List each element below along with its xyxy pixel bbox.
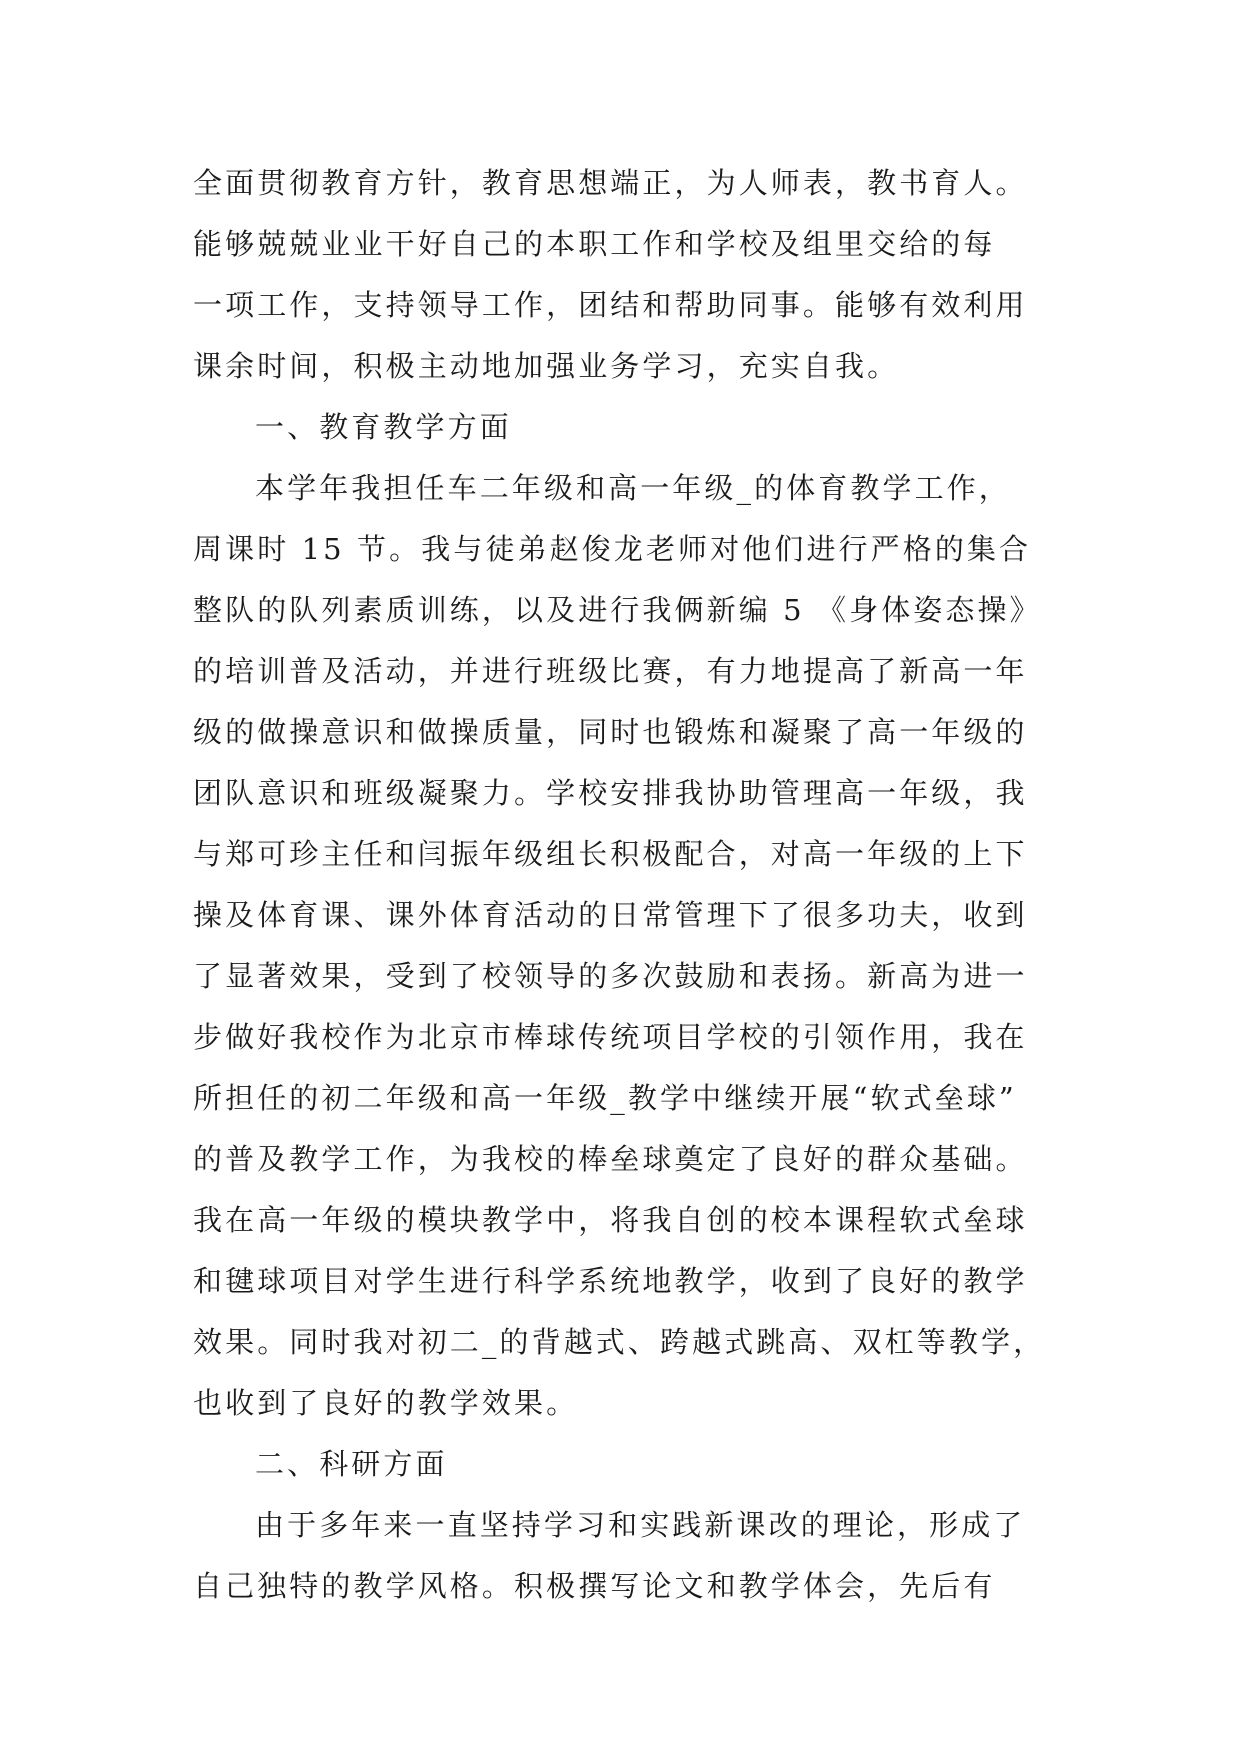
text-line: 也收到了良好的教学效果。 <box>193 1386 579 1420</box>
text-line: 由于多年来一直坚持学习和实践新课改的理论，形成了 <box>255 1508 1026 1542</box>
text-line: 一、教育教学方面 <box>255 410 512 444</box>
text-line: 能够兢兢业业干好自己的本职工作和学校及组里交给的每 <box>193 227 996 261</box>
text-line: 的普及教学工作，为我校的棒垒球奠定了良好的群众基础。 <box>193 1142 1028 1176</box>
document-body <box>193 153 1073 1617</box>
text-line: 全面贯彻教育方针，教育思想端正，为人师表，教书育人。 <box>193 166 1028 200</box>
text-line: 效果。同时我对初二_的背越式、跨越式跳高、双杠等教学， <box>193 1325 1046 1359</box>
text-line: 团队意识和班级凝聚力。学校安排我协助管理高一年级，我 <box>193 776 1028 810</box>
text-line: 的培训普及活动，并进行班级比赛，有力地提高了新高一年 <box>193 654 1028 688</box>
text-line: 和毽球项目对学生进行科学系统地教学，收到了良好的教学 <box>193 1264 1028 1298</box>
text-line: 周课时 15 节。我与徒弟赵俊龙老师对他们进行严格的集合 <box>193 532 1032 566</box>
text-line: 与郑可珍主任和闫振年级组长积极配合，对高一年级的上下 <box>193 837 1028 871</box>
text-line: 所担任的初二年级和高一年级_教学中继续开展“软式垒球” <box>193 1081 1017 1115</box>
text-line: 操及体育课、课外体育活动的日常管理下了很多功夫，收到 <box>193 898 1028 932</box>
text-line: 本学年我担任车二年级和高一年级_的体育教学工作， <box>255 471 1011 505</box>
text-line: 二、科研方面 <box>255 1447 448 1481</box>
text-line: 了显著效果，受到了校领导的多次鼓励和表扬。新高为进一 <box>193 959 1028 993</box>
text-line: 步做好我校作为北京市棒球传统项目学校的引领作用，我在 <box>193 1020 1028 1054</box>
text-line: 自己独特的教学风格。积极撰写论文和教学体会，先后有 <box>193 1569 996 1603</box>
text-line: 整队的队列素质训练，以及进行我俩新编 5 《身体姿态操》 <box>193 593 1042 627</box>
text-line: 课余时间，积极主动地加强业务学习，充实自我。 <box>193 349 900 383</box>
text-line: 一项工作，支持领导工作，团结和帮助同事。能够有效利用 <box>193 288 1028 322</box>
text-line: 级的做操意识和做操质量，同时也锻炼和凝聚了高一年级的 <box>193 715 1028 749</box>
text-line: 我在高一年级的模块教学中，将我自创的校本课程软式垒球 <box>193 1203 1028 1237</box>
